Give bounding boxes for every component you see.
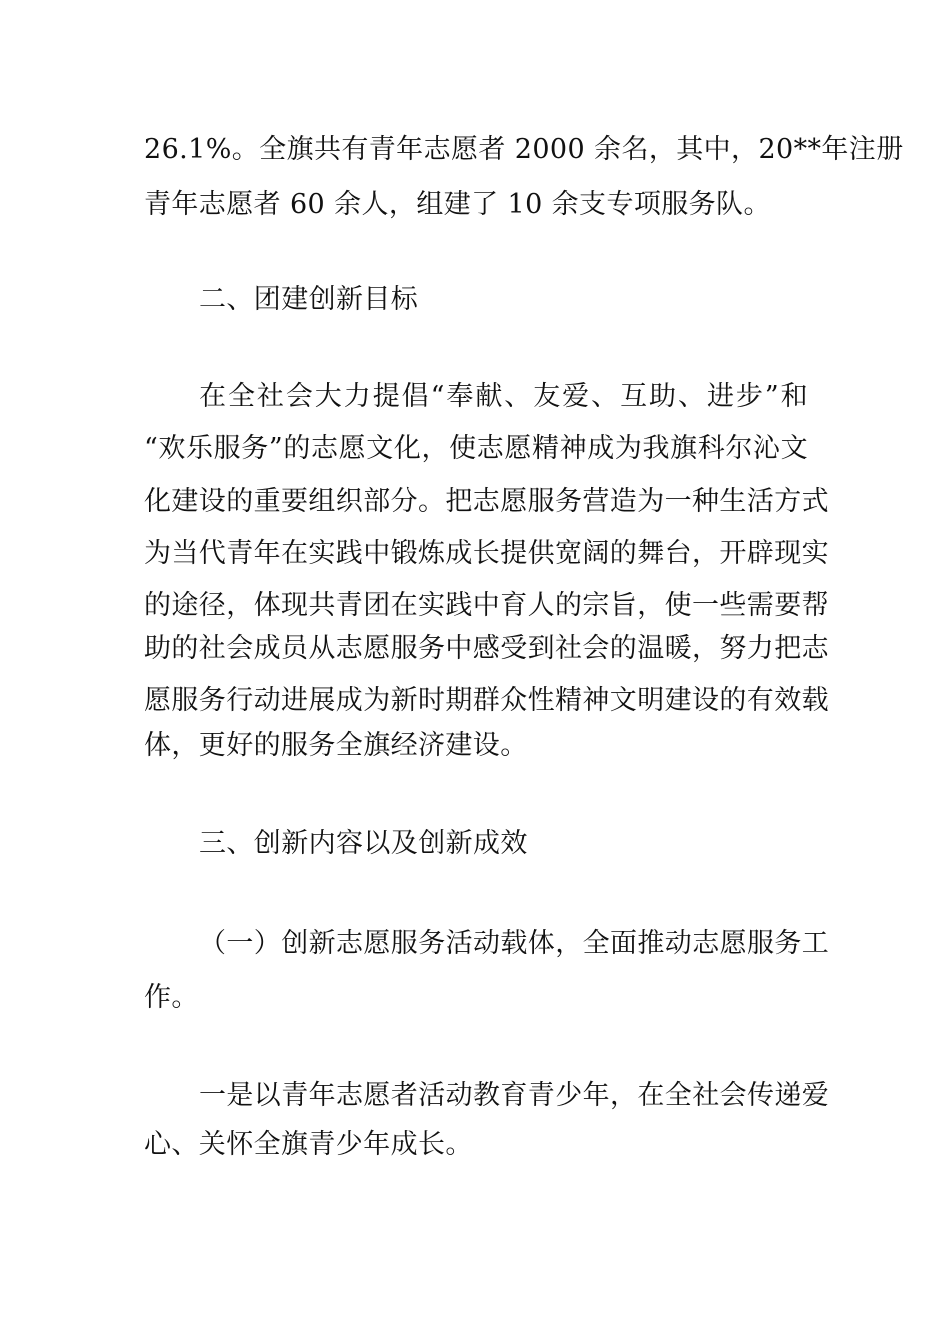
paragraph-2-line-6: 助的社会成员从志愿服务中感受到社会的温暖，努力把志	[144, 633, 829, 664]
subheading-1-line-2: 作。	[144, 982, 199, 1013]
paragraph-2-line-3: 化建设的重要组织部分。把志愿服务营造为一种生活方式	[144, 486, 829, 517]
paragraph-2-line-8: 体，更好的服务全旗经济建设。	[144, 730, 528, 761]
paragraph-1-line-2: 青年志愿者 60 余人，组建了 10 余支专项服务队。	[144, 189, 771, 220]
paragraph-2-line-5: 的途径，体现共青团在实践中育人的宗旨，使一些需要帮	[144, 590, 829, 621]
paragraph-2-line-1: 在全社会大力提倡“奉献、友爱、互助、进步”和	[199, 381, 808, 412]
paragraph-2-line-7: 愿服务行动进展成为新时期群众性精神文明建设的有效载	[144, 685, 829, 716]
paragraph-3-line-2: 心、关怀全旗青少年成长。	[144, 1129, 473, 1160]
section-heading-3: 三、创新内容以及创新成效	[199, 828, 528, 859]
paragraph-3-line-1: 一是以青年志愿者活动教育青少年，在全社会传递爱	[199, 1080, 830, 1111]
paragraph-2-line-4: 为当代青年在实践中锻炼成长提供宽阔的舞台，开辟现实	[144, 538, 829, 569]
subheading-1-line-1: （一）创新志愿服务活动载体，全面推动志愿服务工	[199, 928, 830, 959]
section-heading-2: 二、团建创新目标	[199, 284, 419, 315]
paragraph-1-line-1: 26.1%。全旗共有青年志愿者 2000 余名，其中，20**年注册	[144, 134, 904, 165]
paragraph-2-line-2: “欢乐服务”的志愿文化，使志愿精神成为我旗科尔沁文	[144, 433, 808, 464]
